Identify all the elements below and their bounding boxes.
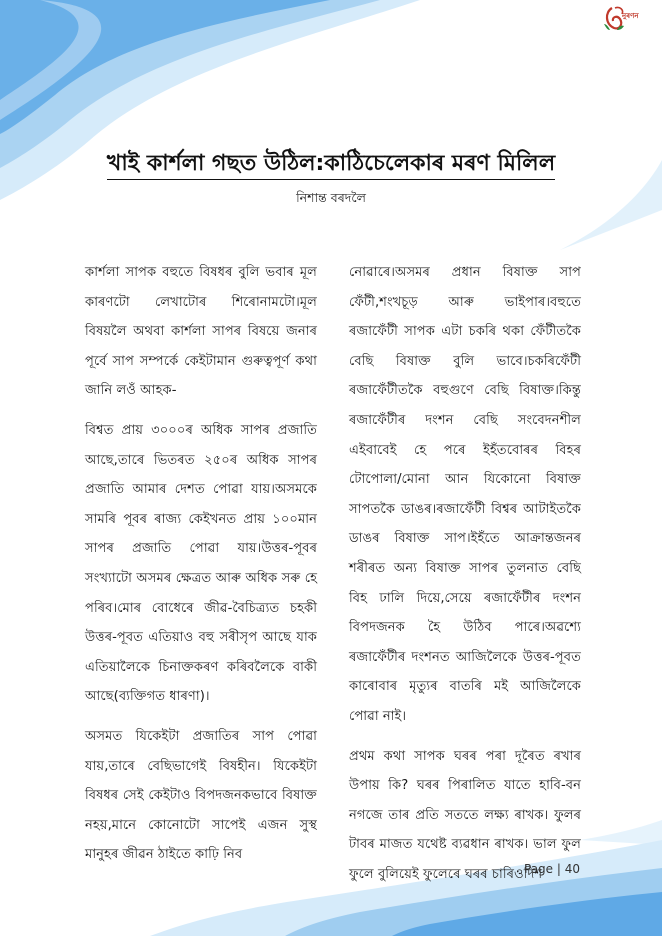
article-author: নিশান্ত বৰদলৈ — [296, 190, 366, 205]
page-number: Page | 40 — [524, 862, 580, 876]
magazine-logo — [602, 4, 650, 34]
paragraph: প্ৰথম কথা সাপক ঘৰৰ পৰা দূৰৈত ৰখাৰ উপায় কি? ঘৰৰ পিৰালিত যাতে হাবি-বন নগজে তাৰ প্ৰতি সততে লক্ষ্য ৰাখক। ফুলৰ টাবৰ মাজত যথেষ্ট ব্যৱধান ৰাখক। ভাল ফুল ফুলে বুলিয়েই ফুলেৰে ঘৰৰ চাৰিওদিশ — [349, 748, 581, 882]
paragraph: অসমত যিকেইটা প্ৰজাতিৰ সাপ পোৱা যায়,তাৰে বেছিভাগেই বিষহীন। যিকেইটা বিষধৰ সেই কেইটাও বিপদজনকভাবে বিষাক্ত নহয়,মানে কোনোটো সাপেই এজন সুস্থ মানুহৰ জীৱন ঠাইতে কাঢ়ি নিব — [85, 728, 317, 863]
paragraph: নোৱাৰে।অসমৰ প্ৰধান বিষাক্ত সাপ ফেঁটী,শংখচূড় আৰু ভাইপাৰ।বহুতে ৰজাফেঁটী সাপক এটা চকৰি থকা ফেঁটীতকৈ বেছি বিষাক্ত বুলি ভাবে।চকৰিফেঁটী ৰজাফেঁটীতকৈ বহুগুণে বেছি বিষাক্ত।কিন্তু ৰজাফেঁটীৰ দংশন বেছি সংবেদনশীল এইবাবেই হে পৰে ইহঁতবোৰৰ বিহৰ টোপোলা/মোনা আন যিকোনো বিষাক্ত সাপতকৈ ডাঙৰ।ৰজাফেঁটী বিশ্বৰ আটাইতকৈ ডাঙৰ বিষাক্ত সাপ।ইহঁতে আক্ৰান্তজনৰ শৰীৰত অন্য বিষাক্ত সাপৰ তুলনাত বেছি বিহ ঢালি দিয়ে,সেয়ে ৰজাফেঁটীৰ দংশন বিপদজনক হৈ উঠিব পাৰে।অৱশ্যে ৰজাফেঁটীৰ দংশনত আজিলৈকে উত্তৰ-পূবত কাৰোবাৰ মৃত্যুৰ বাতৰি মই আজিলৈকে পোৱা নাই। — [349, 265, 581, 724]
right-column — [349, 258, 581, 899]
right-lower-streak — [580, 820, 662, 845]
paragraph: বিশ্বত প্ৰায় ৩০০০ৰ অধিক সাপৰ প্ৰজাতি আছে,তাৰে ভিতৰত ২৫০ৰ অধিক সাপৰ প্ৰজাতি আমাৰ দেশত পোৱা যায়।অসমকে সামৰি পূবৰ ৰাজ্য কেইখনত প্ৰায় ১০০মান সাপৰ প্ৰজাতি পোৱা যায়।উত্তৰ-পূবৰ সংখ্যাটো অসমৰ ক্ষেত্ৰত আৰু অধিক সৰু হে পৰিব।মোৰ বোধেৰে জীৱ-বৈচিত্ৰ্যত চহকী উত্তৰ-পূবত এতিয়াও বহু সৰীসৃপ আছে যাক এতিয়ালৈকে চিনাক্তকৰণ কৰিবলৈকে বাকী আছে(ব্যক্তিগত ধাৰণা)। — [85, 422, 317, 705]
paragraph: কাৰ্শলা সাপক বহুতে বিষধৰ বুলি ভবাৰ মূল কাৰণটো লেখাটোৰ শিৰোনামটো।মূল বিষয়লৈ অথবা কাৰ্শলা সাপৰ বিষয়ে জনাৰ পূৰ্বে সাপ সম্পৰ্কে কেইটামান গুৰুত্বপূৰ্ণ কথা জানি লওঁ আহক- — [85, 265, 317, 399]
article-title — [60, 146, 602, 183]
article-title-text: খাই কাৰ্শলা গছত উঠিল:কাঠিচেলেকাৰ মৰণ মিলিল — [107, 151, 555, 180]
left-column — [85, 258, 317, 880]
logo-text: নুৰণন — [622, 12, 639, 20]
